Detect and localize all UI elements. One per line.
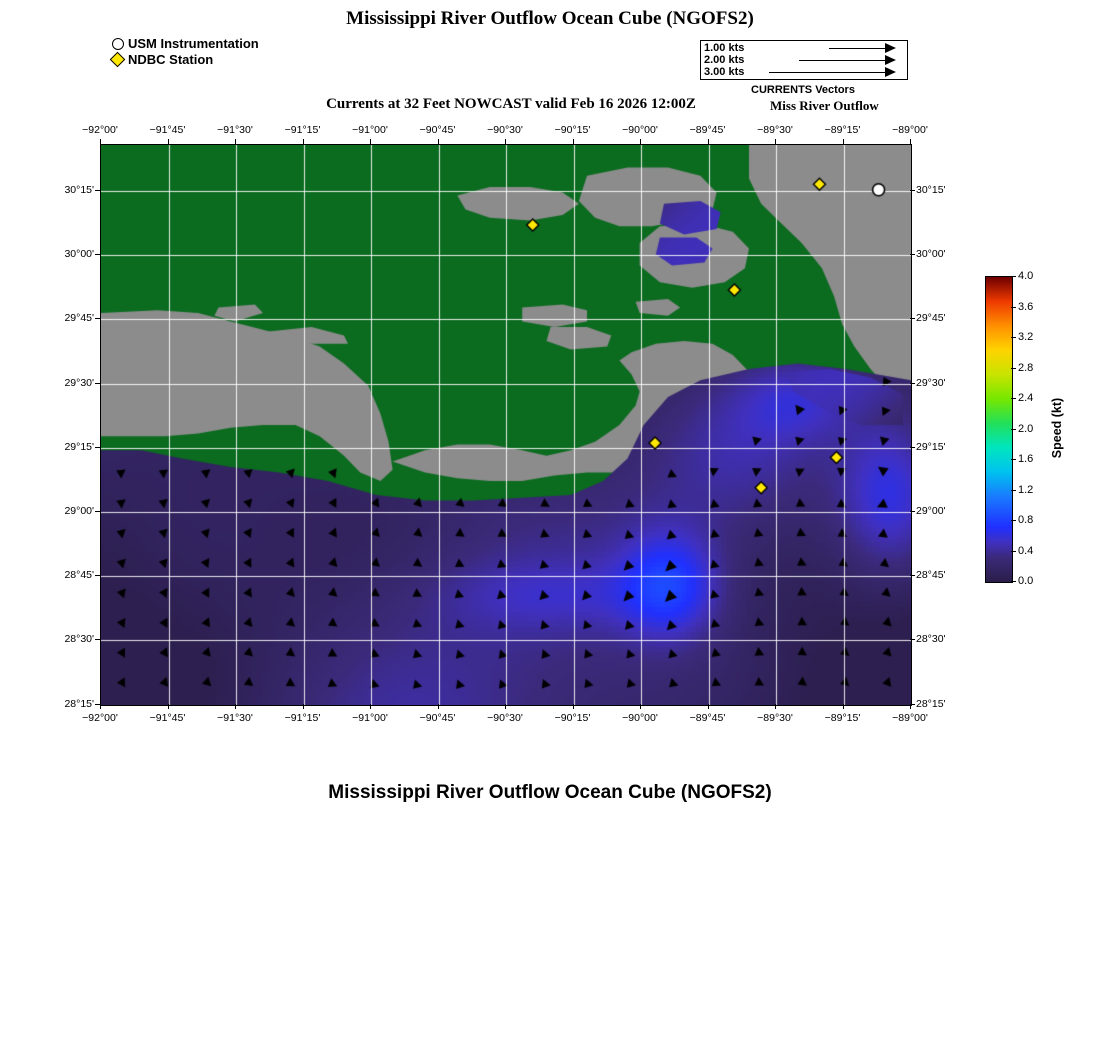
vector-key-row-3 bbox=[701, 66, 907, 78]
y-axis-tick-label: 30°00' bbox=[64, 248, 94, 261]
colorbar-tick bbox=[1011, 429, 1016, 430]
colorbar-tick bbox=[1011, 520, 1016, 521]
vector-scale-key bbox=[700, 40, 908, 80]
vector-shaft-2 bbox=[799, 60, 889, 61]
colorbar-tick bbox=[1011, 490, 1016, 491]
colorbar-tick bbox=[1011, 276, 1016, 277]
x-axis-tick-label: −90°30' bbox=[487, 124, 523, 136]
x-axis-tick-label: −90°45' bbox=[419, 712, 456, 724]
x-axis-tick-label: −91°00' bbox=[352, 124, 388, 136]
x-axis-tick-label: −92°00' bbox=[82, 124, 118, 136]
x-axis-tick bbox=[438, 704, 439, 709]
x-axis-tick-label: −89°00' bbox=[892, 124, 928, 136]
x-axis-tick bbox=[573, 139, 574, 144]
y-axis-tick bbox=[910, 704, 915, 705]
legend-item-usm bbox=[110, 36, 259, 51]
vector-key-label-3: 3.00 kts bbox=[704, 66, 745, 78]
vector-key-caption: CURRENTS Vectors bbox=[751, 84, 855, 96]
colorbar-tick-label: 2.8 bbox=[1018, 361, 1034, 374]
x-axis-tick-label: −91°00' bbox=[352, 712, 388, 724]
x-axis-tick bbox=[168, 139, 169, 144]
colorbar-tick-label: 3.6 bbox=[1018, 300, 1034, 313]
x-axis-tick bbox=[708, 704, 709, 709]
colorbar-tick bbox=[1011, 581, 1016, 582]
colorbar-gradient bbox=[985, 276, 1013, 583]
x-axis-tick bbox=[775, 704, 776, 709]
y-axis-tick bbox=[95, 190, 100, 191]
vector-key-label-2: 2.00 kts bbox=[704, 54, 745, 66]
y-axis-tick-label: 29°15' bbox=[916, 440, 946, 453]
vector-arrowhead-2 bbox=[885, 55, 896, 65]
x-axis-tick bbox=[910, 704, 911, 709]
map-canvas[interactable] bbox=[101, 145, 911, 705]
colorbar-tick-label: 1.6 bbox=[1018, 453, 1034, 465]
x-axis-tick bbox=[438, 139, 439, 144]
colorbar-tick-label: 1.2 bbox=[1018, 483, 1034, 496]
y-axis-tick-label: 29°45' bbox=[916, 312, 946, 325]
colorbar-tick-label: 0.0 bbox=[1018, 575, 1034, 587]
y-axis-tick bbox=[910, 575, 915, 576]
y-axis-tick bbox=[95, 318, 100, 319]
x-axis-tick bbox=[843, 139, 844, 144]
page-title: Mississippi River Outflow Ocean Cube (NGOFS2) bbox=[346, 8, 754, 29]
outflow-label: Miss River Outflow bbox=[770, 98, 879, 113]
y-axis-tick-label: 30°15' bbox=[64, 184, 94, 196]
colorbar-tick bbox=[1011, 307, 1016, 308]
x-axis-tick bbox=[775, 139, 776, 144]
colorbar-tick-label: 0.4 bbox=[1018, 544, 1034, 557]
x-axis-tick-label: −91°45' bbox=[149, 124, 186, 136]
x-axis-tick bbox=[370, 704, 371, 709]
x-axis-tick bbox=[100, 139, 101, 144]
bottom-title: Mississippi River Outflow Ocean Cube (NGOFS2) bbox=[328, 782, 772, 803]
vector-arrowhead-1 bbox=[885, 43, 896, 53]
y-axis-tick bbox=[95, 383, 100, 384]
x-axis-tick-label: −90°15' bbox=[554, 712, 591, 724]
chart-subtitle: Currents at 32 Feet NOWCAST valid Feb 16 2026 12:00Z bbox=[326, 96, 696, 112]
x-axis-tick bbox=[640, 704, 641, 709]
y-axis-tick-label: 28°30' bbox=[64, 633, 94, 646]
y-axis-tick bbox=[95, 511, 100, 512]
x-axis-tick bbox=[505, 704, 506, 709]
y-axis-tick-label: 29°00' bbox=[916, 505, 946, 517]
x-axis-tick bbox=[640, 139, 641, 144]
x-axis-tick bbox=[708, 139, 709, 144]
colorbar-tick-label: 4.0 bbox=[1018, 270, 1034, 282]
y-axis-tick bbox=[910, 318, 915, 319]
y-axis-tick bbox=[910, 254, 915, 255]
vector-shaft-1 bbox=[829, 48, 889, 49]
y-axis-tick-label: 28°15' bbox=[64, 697, 94, 710]
y-axis-tick bbox=[910, 639, 915, 640]
x-axis-tick-label: −89°15' bbox=[824, 712, 861, 724]
y-axis-tick bbox=[910, 190, 915, 191]
colorbar-tick bbox=[1011, 398, 1016, 399]
x-axis-tick-label: −91°15' bbox=[284, 712, 321, 724]
y-axis-tick bbox=[910, 511, 915, 512]
y-axis-tick bbox=[910, 447, 915, 448]
x-axis-tick bbox=[505, 139, 506, 144]
legend-item-ndbc bbox=[110, 52, 259, 67]
x-axis-tick bbox=[843, 704, 844, 709]
x-axis-tick-label: −90°45' bbox=[419, 124, 456, 136]
legend-label-usm: USM Instrumentation bbox=[128, 36, 259, 51]
colorbar-tick-label: 0.8 bbox=[1018, 514, 1034, 526]
x-axis-tick-label: −90°15' bbox=[554, 124, 591, 136]
y-axis-tick-label: 28°15' bbox=[916, 697, 946, 710]
y-axis-tick-label: 29°15' bbox=[64, 440, 94, 453]
colorbar-tick-label: 3.2 bbox=[1018, 331, 1034, 343]
vector-key-row-2 bbox=[701, 54, 907, 66]
y-axis-tick-label: 30°15' bbox=[916, 184, 946, 196]
y-axis-tick-label: 29°30' bbox=[64, 376, 94, 389]
x-axis-tick-label: −90°00' bbox=[622, 712, 658, 724]
x-axis-tick-label: −89°00' bbox=[892, 712, 928, 724]
vector-key-label-1: 1.00 kts bbox=[704, 42, 745, 54]
colorbar-tick bbox=[1011, 551, 1016, 552]
diamond-marker-icon bbox=[110, 52, 128, 67]
x-axis-tick-label: −91°15' bbox=[284, 124, 321, 136]
y-axis-tick-label: 28°45' bbox=[916, 569, 946, 582]
y-axis-tick bbox=[95, 639, 100, 640]
x-axis-tick-label: −90°00' bbox=[622, 124, 658, 136]
x-axis-tick-label: −89°45' bbox=[689, 124, 726, 136]
x-axis-tick bbox=[100, 704, 101, 709]
circle-marker-icon bbox=[110, 36, 128, 51]
x-axis-tick-label: −89°30' bbox=[757, 124, 793, 136]
x-axis-tick-label: −92°00' bbox=[82, 712, 118, 724]
x-axis-tick-label: −89°30' bbox=[757, 712, 793, 724]
x-axis-tick bbox=[303, 704, 304, 709]
x-axis-tick bbox=[910, 139, 911, 144]
y-axis-tick-label: 28°45' bbox=[64, 569, 94, 582]
y-axis-tick bbox=[95, 447, 100, 448]
legend-label-ndbc: NDBC Station bbox=[128, 52, 214, 67]
y-axis-tick bbox=[95, 575, 100, 576]
x-axis-tick-label: −91°30' bbox=[217, 712, 253, 724]
colorbar-tick bbox=[1011, 337, 1016, 338]
y-axis-tick-label: 29°45' bbox=[64, 312, 94, 325]
x-axis-tick bbox=[235, 139, 236, 144]
colorbar-tick-label: 2.0 bbox=[1018, 422, 1034, 435]
x-axis-tick-label: −91°30' bbox=[217, 124, 253, 136]
x-axis-tick bbox=[370, 139, 371, 144]
x-axis-tick-label: −89°45' bbox=[689, 712, 726, 724]
x-axis-tick bbox=[573, 704, 574, 709]
vector-arrowhead-3 bbox=[885, 67, 896, 77]
x-axis-tick bbox=[303, 139, 304, 144]
station-legend bbox=[110, 36, 259, 68]
vector-shaft-3 bbox=[769, 72, 889, 73]
colorbar-tick-label: 2.4 bbox=[1018, 392, 1034, 404]
y-axis-tick-label: 30°00' bbox=[916, 248, 946, 261]
y-axis-tick-label: 29°00' bbox=[64, 505, 94, 517]
y-axis-tick bbox=[95, 704, 100, 705]
y-axis-tick bbox=[95, 254, 100, 255]
x-axis-tick bbox=[168, 704, 169, 709]
map-plot-area[interactable] bbox=[100, 144, 912, 706]
x-axis-tick-label: −91°45' bbox=[149, 712, 186, 724]
colorbar-tick bbox=[1011, 368, 1016, 369]
x-axis-tick-label: −89°15' bbox=[824, 124, 861, 136]
colorbar-tick bbox=[1011, 459, 1016, 460]
colorbar-title: Speed (kt) bbox=[1050, 397, 1064, 459]
x-axis-tick bbox=[235, 704, 236, 709]
x-axis-tick-label: −90°30' bbox=[487, 712, 523, 724]
y-axis-tick-label: 29°30' bbox=[916, 376, 946, 389]
y-axis-tick bbox=[910, 383, 915, 384]
vector-key-row-1 bbox=[701, 42, 907, 54]
y-axis-tick-label: 28°30' bbox=[916, 633, 946, 646]
